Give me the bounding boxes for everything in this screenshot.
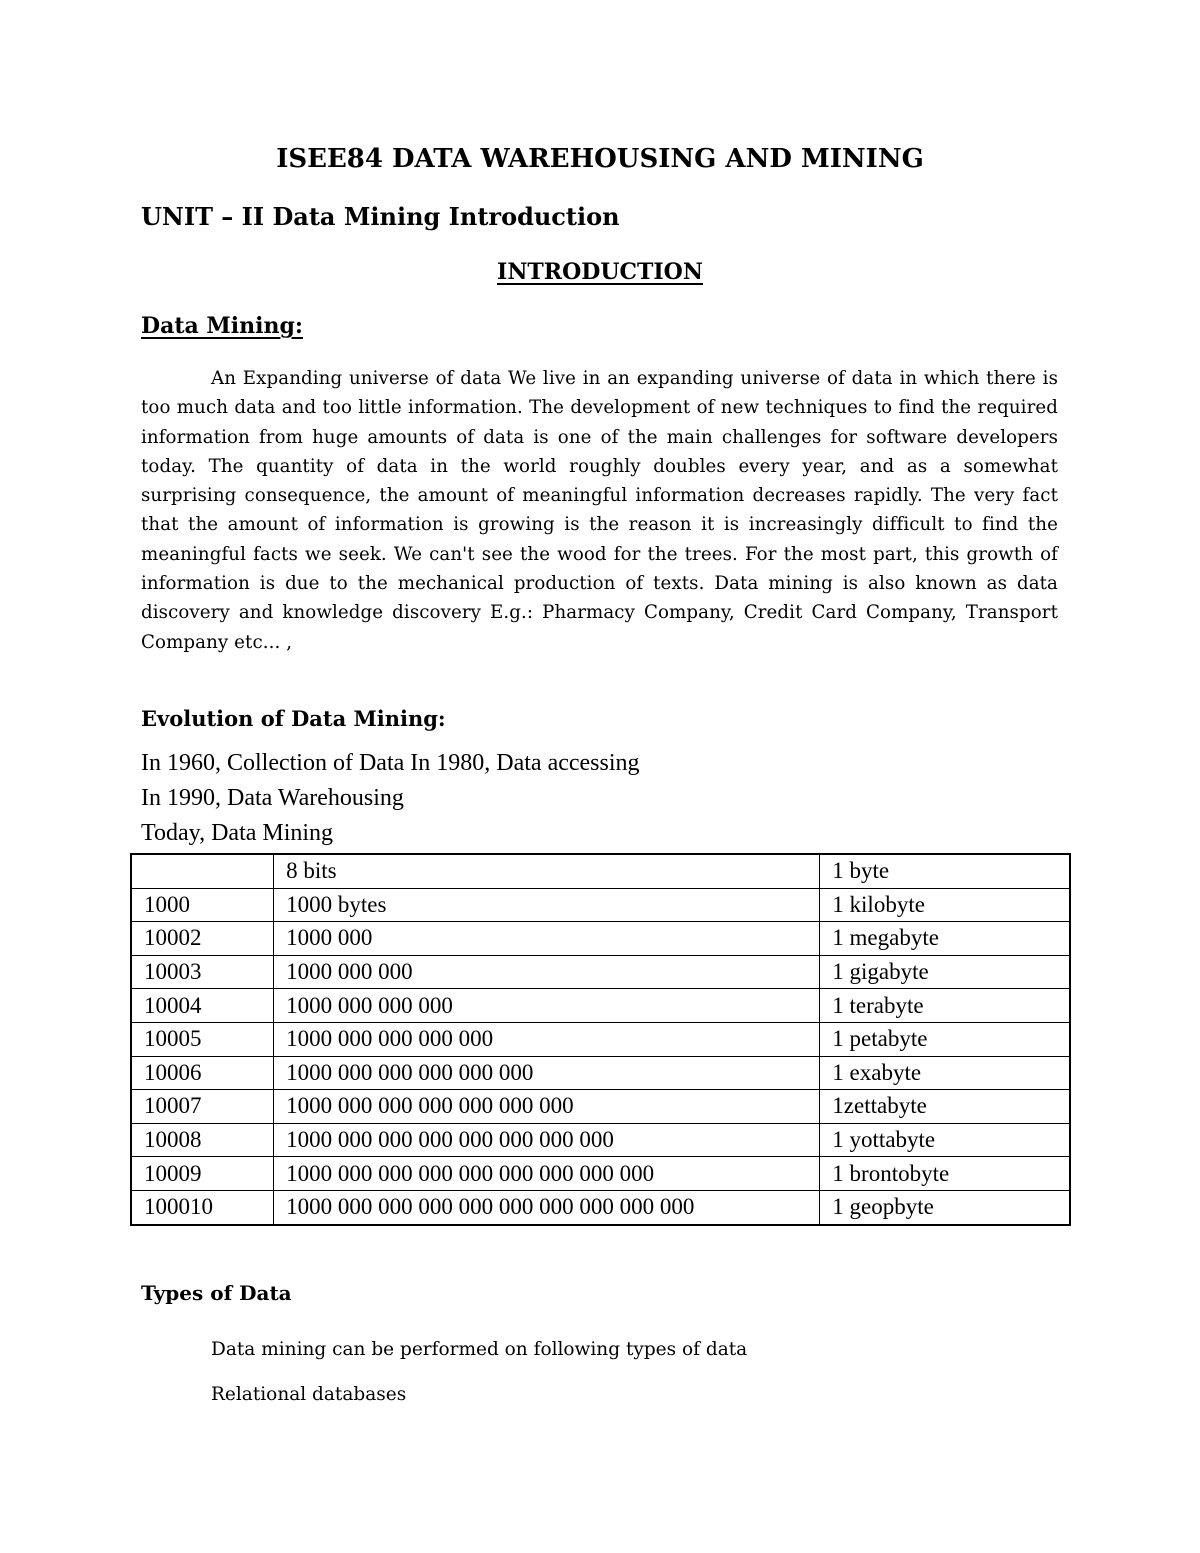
table-row <box>131 1157 1070 1191</box>
table-cell-unit: 1 exabyte <box>820 1056 1070 1090</box>
section-title-text: INTRODUCTION <box>497 259 703 285</box>
document-title: ISEE84 DATA WAREHOUSING AND MINING <box>276 144 924 174</box>
storage-units-table <box>130 853 1071 1226</box>
evolution-heading: Evolution of Data Mining: <box>141 706 446 731</box>
table-cell-value: 1000 000 000 000 000 000 000 000 <box>274 1123 820 1157</box>
table-row <box>131 922 1070 956</box>
table-cell-value: 1000 000 000 000 000 <box>274 1022 820 1056</box>
table-cell-power: 10003 <box>131 955 274 989</box>
table-cell-value: 1000 000 000 000 <box>274 989 820 1023</box>
table-row <box>131 1090 1070 1124</box>
types-of-data-line: Data mining can be performed on following types of data <box>211 1339 748 1360</box>
table-cell-unit: 1 byte <box>820 854 1070 888</box>
table-cell-power: 10007 <box>131 1090 274 1124</box>
table-cell-power: 1000 <box>131 888 274 922</box>
table-row <box>131 1056 1070 1090</box>
table-cell-unit: 1 geopbyte <box>820 1190 1070 1224</box>
table-cell-power: 10005 <box>131 1022 274 1056</box>
table-cell-power: 10002 <box>131 922 274 956</box>
table-cell-unit: 1 petabyte <box>820 1022 1070 1056</box>
table-cell-value: 1000 000 000 000 000 000 <box>274 1056 820 1090</box>
table-cell-unit: 1 terabyte <box>820 989 1070 1023</box>
table-row <box>131 1190 1070 1224</box>
table-cell-unit: 1 brontobyte <box>820 1157 1070 1191</box>
table-cell-unit: 1 megabyte <box>820 922 1070 956</box>
table-row <box>131 1123 1070 1157</box>
table-cell-unit: 1 gigabyte <box>820 955 1070 989</box>
table-cell-value: 1000 000 000 000 000 000 000 <box>274 1090 820 1124</box>
table-cell-power <box>131 854 274 888</box>
table-cell-unit: 1 kilobyte <box>820 888 1070 922</box>
table-cell-unit: 1zettabyte <box>820 1090 1070 1124</box>
data-mining-heading: Data Mining: <box>141 313 303 339</box>
table-cell-value: 1000 000 000 000 000 000 000 000 000 <box>274 1157 820 1191</box>
table-cell-value: 8 bits <box>274 854 820 888</box>
table-row <box>131 955 1070 989</box>
types-of-data-line: Relational databases <box>211 1384 407 1405</box>
table-row <box>131 989 1070 1023</box>
table-cell-power: 10009 <box>131 1157 274 1191</box>
table-row <box>131 1022 1070 1056</box>
table-cell-value: 1000 000 000 000 000 000 000 000 000 000 <box>274 1190 820 1224</box>
table-cell-power: 10008 <box>131 1123 274 1157</box>
evolution-line: In 1990, Data Warehousing <box>141 785 404 811</box>
section-title <box>0 257 1200 287</box>
table-cell-unit: 1 yottabyte <box>820 1123 1070 1157</box>
types-of-data-heading: Types of Data <box>141 1281 292 1305</box>
table-cell-value: 1000 000 000 <box>274 955 820 989</box>
table-cell-power: 100010 <box>131 1190 274 1224</box>
table-cell-power: 10004 <box>131 989 274 1023</box>
unit-heading: UNIT – II Data Mining Introduction <box>141 202 620 231</box>
table-row <box>131 854 1070 888</box>
evolution-line: In 1960, Collection of Data In 1980, Data accessing <box>141 750 640 776</box>
table-cell-value: 1000 bytes <box>274 888 820 922</box>
table-cell-value: 1000 000 <box>274 922 820 956</box>
data-mining-paragraph: An Expanding universe of data We live in an expanding universe of data in which there is too much data and too little information. The development of new techniques to find the required information from huge amounts of data is one of the main challenges for software developers today. The quantity of data in the world roughly doubles every year, and as a somewhat surprising consequence, the amount of meaningful information decreases rapidly. The very fact that the amount of information is growing is the reason it is increasingly difficult to find the meaningful facts we seek. We can't see the wood for the trees. For the most part, this growth of information is due to the mechanical production of texts. Data mining is also known as data discovery and knowledge discovery E.g.: Pharmacy Company, Credit Card Company, Transport Company etc... , <box>141 368 1058 653</box>
table-cell-power: 10006 <box>131 1056 274 1090</box>
table-row <box>131 888 1070 922</box>
evolution-line: Today, Data Mining <box>141 820 334 846</box>
